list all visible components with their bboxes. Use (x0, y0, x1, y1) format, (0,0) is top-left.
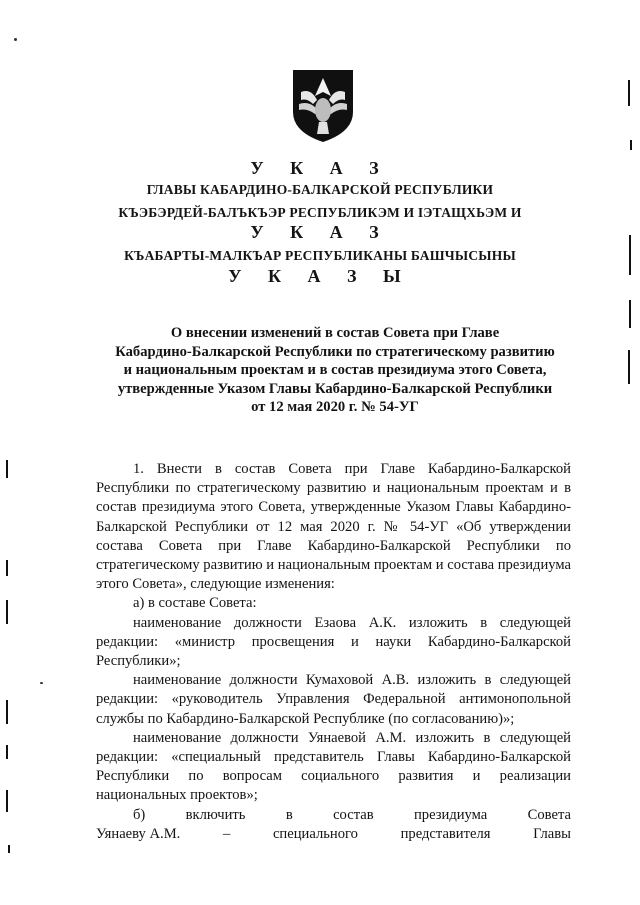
head-of-republic-balk: КЪАБАРТЫ-МАЛКЪАР РЕСПУБЛИКАНЫ БАШЧЫСЫНЫ (124, 248, 516, 263)
paragraph-a: а) в составе Совета: (133, 595, 257, 612)
title-line: от 12 мая 2020 г. № 54-УГ (251, 399, 419, 416)
word: президиума (413, 806, 488, 823)
scan-edge-mark (6, 745, 8, 759)
head-of-republic-kab: КЪЭБЭРДЕЙ-БАЛЪКЪЭР РЕСПУБЛИКЭМ И ІЭТАЩХЬЭМ И (118, 205, 522, 220)
coat-of-arms-emblem (291, 66, 355, 144)
scan-edge-mark (629, 300, 631, 328)
ukaz-heading-ru: У К А З (250, 158, 390, 178)
title-line: утвержденные Указом Главы Кабардино-Балкарской Республики (117, 380, 553, 397)
scan-edge-mark (6, 790, 8, 812)
paragraph-kumakhova: наименование должности Кумаховой А.В. изложить в следующей редакции: «руководитель Управления Федеральной антимонопольной службы по Кабардино-Балкарской Республике (по согласованию)»; (96, 672, 571, 727)
scan-edge-mark (6, 560, 8, 576)
word: Уянаеву А.М. (96, 825, 181, 842)
word: в (285, 806, 293, 823)
word: б) (133, 806, 146, 823)
word: состав (333, 806, 374, 823)
paragraph-b-line (96, 806, 571, 825)
paragraph-1: 1. Внести в состав Совета при Главе Кабардино-Балкарской Республики по стратегическому развитию и национальным проектам и в состав президиума этого Совета, утвержденные Указом Главы Кабардино-Балкарской Республики от 12 мая 2020 г. № 54-УГ «Об утверждении состава Совета при Главе Кабардино-Балкарской Республики по стратегическому развитию и национальным проектам и состава президиума этого Совета», следующие изменения: (96, 461, 571, 593)
scan-edge-mark (630, 140, 632, 150)
ukaz-heading-kab: У К А З (250, 222, 390, 242)
word: Главы (533, 825, 571, 842)
scan-edge-mark (6, 700, 8, 724)
word: специального (272, 825, 358, 842)
title-line: О внесении изменений в состав Совета при Главе (170, 325, 500, 341)
head-of-republic-ru: ГЛАВЫ КАБАРДИНО-БАЛКАРСКОЙ РЕСПУБЛИКИ (146, 182, 494, 197)
title-line: Кабардино-Балкарской Республики по стратегическому развитию (115, 343, 555, 360)
scan-edge-mark (628, 350, 630, 384)
scan-edge-mark (628, 80, 630, 106)
word: – (222, 825, 231, 842)
word: представителя (400, 825, 491, 842)
paragraph-uyanaeva: наименование должности Уянаевой А.М. изложить в следующей редакции: «специальный представитель Главы Кабардино-Балкарской Республики по вопросам социального развития и реализации национальных проектов»; (96, 729, 571, 804)
document-body (96, 460, 571, 844)
word: Совета (527, 806, 571, 823)
scan-speck (14, 38, 17, 41)
scan-edge-mark (6, 600, 8, 624)
scan-edge-mark (6, 460, 8, 478)
scan-speck (40, 682, 43, 684)
scan-edge-mark (8, 845, 10, 853)
paragraph-ezaov: наименование должности Езаова А.К. изложить в следующей редакции: «министр просвещения и науки Кабардино-Балкарской Республики»; (96, 614, 571, 670)
document-title (80, 324, 590, 417)
scan-edge-mark (629, 235, 631, 275)
word: включить (185, 806, 246, 823)
title-line: и национальным проектам и в состав президиума этого Совета, (123, 362, 547, 379)
ukazy-heading-balk: У К А З Ы (228, 266, 412, 286)
paragraph-b-continuation (96, 825, 571, 844)
